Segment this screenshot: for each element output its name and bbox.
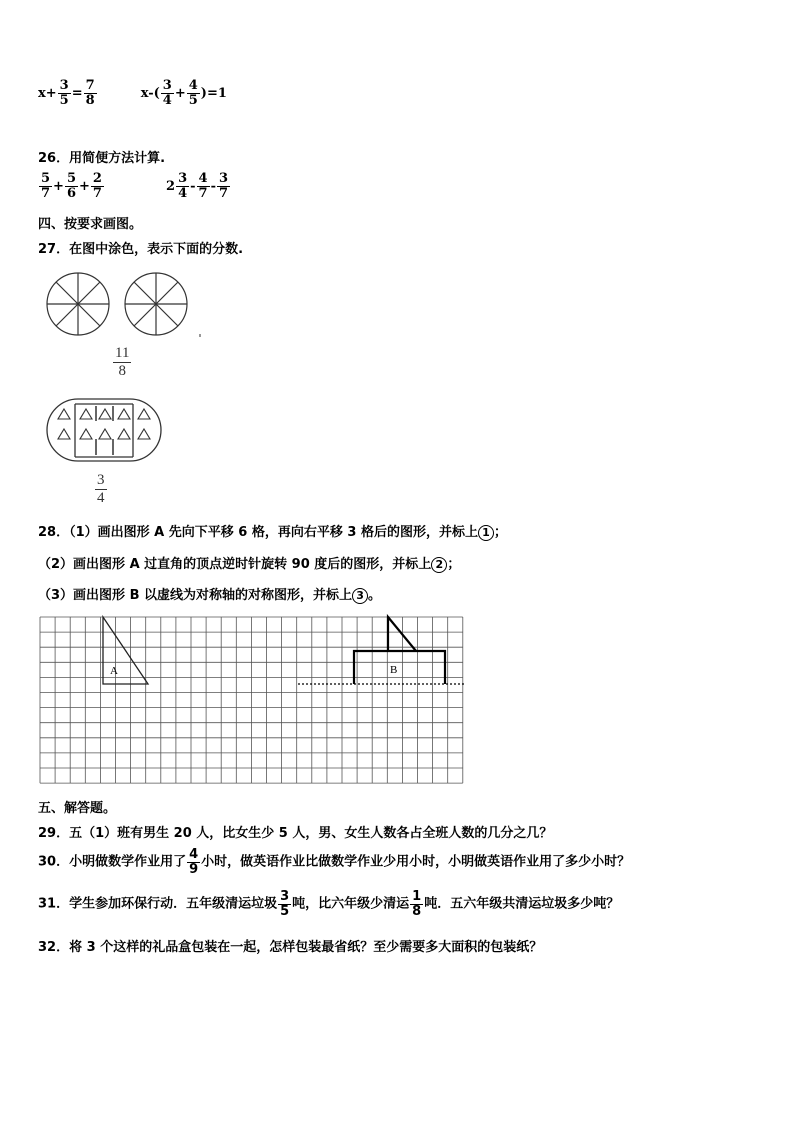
section-4-heading: 四、按要求画图。: [38, 217, 143, 232]
fraction: $\frac{3}{5}$: [59, 78, 69, 108]
q28-line1: 28．（1）画出图形 A 先向下平移 6 格，再向右平移 3 格后的图形，并标上 1 ；: [38, 525, 507, 540]
fraction: $\frac{3}{4}$: [162, 78, 172, 108]
fraction: $\frac{7}{8}$: [85, 78, 95, 108]
circle-1: [47, 273, 109, 335]
circled-number: 1: [478, 525, 494, 541]
expr1: $\frac{5}{7}$ + $\frac{5}{6}$ + $\frac{2}{7}$: [41, 171, 102, 201]
triangle-icon: [99, 429, 111, 439]
triangle-icon: [138, 409, 150, 419]
shape-b-label: B: [390, 664, 398, 676]
section-5-heading: 五、解答题。: [38, 801, 117, 816]
shape-a-label: A: [110, 665, 118, 677]
grid-figure: [38, 612, 468, 792]
triangle-icon: [118, 409, 130, 419]
q28-line2: （2）画出图形 A 过直角的顶点逆时针旋转 90 度后的图形，并标上 2 ；: [38, 557, 461, 572]
triangle-icon: [80, 409, 92, 419]
triangle-icon: [99, 409, 111, 419]
q26-label: 26．用简便方法计算.: [38, 151, 166, 166]
circle-2: [125, 273, 187, 335]
fraction-3-4: 3 4: [97, 472, 105, 506]
circles-figure: [40, 268, 205, 340]
triangle-icon: [58, 429, 70, 439]
eq2: x-( $\frac{3}{4}$ + $\frac{4}{5}$ )=1: [140, 78, 227, 108]
shape-b: [354, 617, 445, 684]
equation-row: [38, 79, 227, 107]
triangle-icon: [58, 409, 70, 419]
q29: 29．五（1）班有男生 20 人，比女生少 5 人，男、女生人数各占全班人数的几分之几？: [38, 826, 553, 841]
triangle-icon: [138, 429, 150, 439]
q26-expressions: [38, 172, 231, 200]
triangle-group: [58, 409, 150, 439]
eq1: x+ $\frac{3}{5}$ = $\frac{7}{8}$: [38, 78, 95, 108]
q27-label: 27．在图中涂色，表示下面的分数.: [38, 242, 244, 257]
fraction-11-8: 11 8: [115, 345, 130, 379]
triangle-icon: [80, 429, 92, 439]
expr2: 2 $\frac{3}{4}$ - $\frac{4}{7}$ - $\frac{3}{7}$: [166, 171, 229, 201]
triangle-icon: [118, 429, 130, 439]
q31: 31．学生参加环保行动．五年级清运垃圾 $\frac{3}{5}$ 吨，比六年级少清运 $\frac{1}{8}$ 吨．五六年级共清运垃圾多少吨？: [38, 889, 620, 919]
q30: 30．小明做数学作业用了 $\frac{4}{9}$ 小时，做英语作业比做数学作业少用小时，小明做英语作业用了多少小时？: [38, 847, 631, 877]
q28-line3: （3）画出图形 B 以虚线为对称轴的对称图形，并标上 3 。: [38, 588, 382, 603]
fraction: $\frac{4}{5}$: [188, 78, 198, 108]
circled-number: 3: [352, 588, 368, 604]
circled-number: 2: [431, 557, 447, 573]
q32: 32．将 3 个这样的礼品盒包装在一起，怎样包装最省纸？至少需要多大面积的包装纸？: [38, 940, 543, 955]
triangles-figure: [45, 397, 165, 464]
